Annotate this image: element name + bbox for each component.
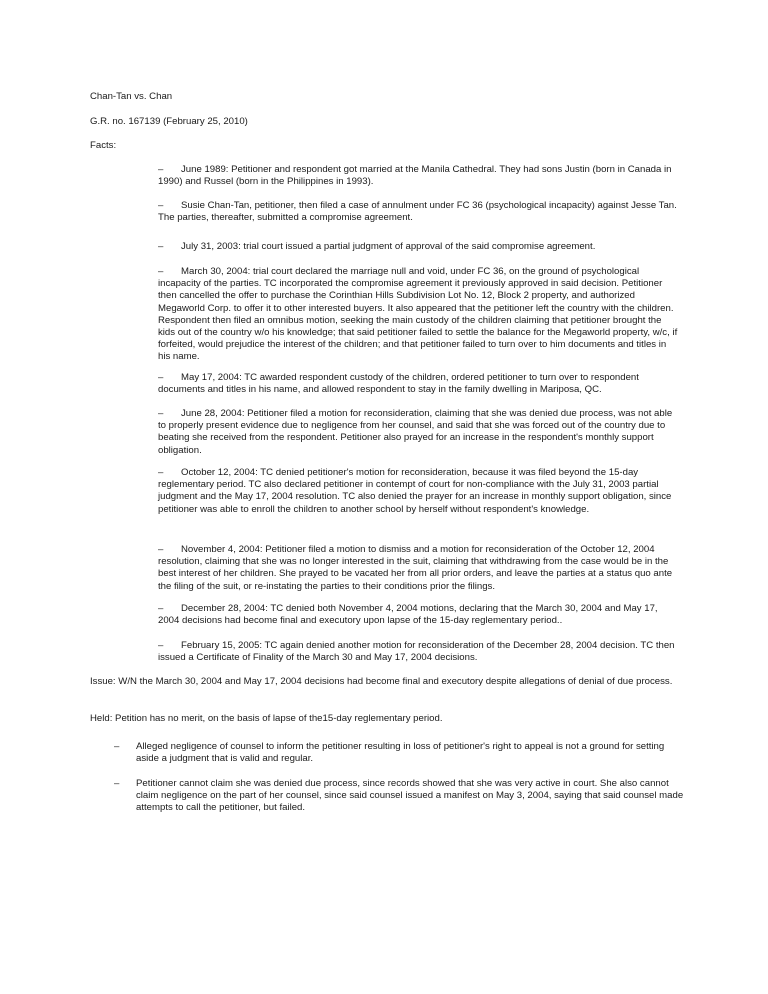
fact-item [158, 544, 680, 593]
bullet-dash: – [158, 241, 164, 252]
bullet-dash: – [158, 603, 164, 614]
fact-item [158, 372, 680, 396]
fact-text: Susie Chan-Tan, petitioner, then filed a case of annulment under FC 36 (psychological incapacity) against Jesse Tan. The parties, thereafter, submitted a compromise agreement. [158, 200, 677, 224]
held-text: Petitioner cannot claim she was denied due process, since records showed that she was very active in court. She also cannot claim negligence on the part of her counsel, since said counsel issued a manifest on May 3, 2004, saying that said counsel made attempts to call the petitioner, but failed. [136, 778, 684, 814]
fact-text: December 28, 2004: TC denied both November 4, 2004 motions, declaring that the March 30, 2004 and May 17, 2004 decisions had become final and executory upon lapse of the 15-day reglementary period.. [158, 603, 658, 627]
bullet-dash: – [158, 544, 164, 555]
bullet-dash: – [158, 164, 164, 175]
fact-text: June 28, 2004: Petitioner filed a motion for reconsideration, claiming that she was denied due process, was not able to properly present evidence due to negligence from her counsel, and said that she was forced out of the country due to beating she received from the respondent. Petitioner also prayed for an increase in the respondent's monthly support obligation. [158, 408, 673, 456]
fact-text: July 31, 2003: trial court issued a partial judgment of approval of the said compromise agreement. [181, 241, 596, 252]
held-paragraph: Held: Petition has no merit, on the basis of lapse of the15-day reglementary period. [90, 713, 443, 724]
fact-item [158, 241, 680, 253]
fact-item [158, 467, 680, 516]
bullet-dash: – [158, 408, 164, 419]
bullet-dash: – [158, 372, 164, 383]
bullet-dash: – [158, 467, 164, 478]
bullet-dash: – [158, 640, 164, 651]
fact-item [158, 266, 680, 364]
bullet-dash: – [114, 741, 120, 752]
fact-text: May 17, 2004: TC awarded respondent custody of the children, ordered petitioner to turn over to respondent documents and titles in his name, and allowed respondent to stay in the family dwelling in Mariposa, QC. [158, 372, 639, 396]
fact-item [158, 408, 680, 457]
fact-text: February 15, 2005: TC again denied another motion for reconsideration of the December 28, 2004 decision. TC then issued a Certificate of Finality of the March 30 and May 17, 2004 decisions. [158, 640, 675, 664]
fact-item [158, 603, 680, 627]
case-title: Chan-Tan vs. Chan [90, 91, 173, 102]
issue-paragraph: Issue: W/N the March 30, 2004 and May 17, 2004 decisions had become final and executory despite allegations of denial of due process. [90, 676, 673, 687]
facts-label: Facts: [90, 140, 117, 151]
fact-text: October 12, 2004: TC denied petitioner's motion for reconsideration, because it was filed beyond the 15-day reglementary period. TC also declared petitioner in contempt of court for non-compliance with the July 31, 2003 partial judgment and the May 17, 2004 resolution. TC also denied the prayer for an increase in monthly support obligation, since petitioner was able to enroll the children to another school by herself without respondent's knowledge. [158, 467, 672, 515]
fact-item [158, 640, 680, 664]
bullet-dash: – [158, 200, 164, 211]
bullet-dash: – [114, 778, 120, 789]
fact-item [158, 164, 680, 188]
case-number: G.R. no. 167139 (February 25, 2010) [90, 116, 248, 127]
fact-text: March 30, 2004: trial court declared the marriage null and void, under FC 36, on the ground of psychological incapacity of the parties. TC incorporated the compromise agreement it previously approved in said decision. Petitioner then cancelled the offer to purchase the Corinthian Hills Subdivision Lot No. 12, Block 2 property, and authorized Megaworld Corp. to offer it to other interested buyers. It also appeared that the petitioner left the country with the children. Respondent then filed an omnibus motion, seeking the main custody of the children claiming that petitioner brought the kids out of the country w/o his knowledge; that said petitioner failed to settle the balance for the Megaworld property, w/c, if forfeited, would prejudice the interest of the children; and that petitioner failed to turn over to him documents and titles in his name. [158, 266, 678, 363]
fact-text: June 1989: Petitioner and respondent got married at the Manila Cathedral. They had sons Justin (born in Canada in 1990) and Russel (born in the Philippines in 1993). [158, 164, 672, 188]
bullet-dash: – [158, 266, 164, 277]
held-text: Alleged negligence of counsel to inform the petitioner resulting in loss of petitioner's right to appeal is not a ground for setting aside a judgment that is valid and regular. [136, 741, 665, 765]
fact-text: November 4, 2004: Petitioner filed a motion to dismiss and a motion for reconsideration of the October 12, 2004 resolution, claiming that she was no longer interested in the suit, claiming that withdrawing from the case would be in the best interest of her children. She prayed to be vacated her from all prior orders, and leave the parties at a status quo ante the filing of the suit, or re-instating the parties to their conditions prior the filings. [158, 544, 673, 592]
fact-item [158, 200, 680, 224]
